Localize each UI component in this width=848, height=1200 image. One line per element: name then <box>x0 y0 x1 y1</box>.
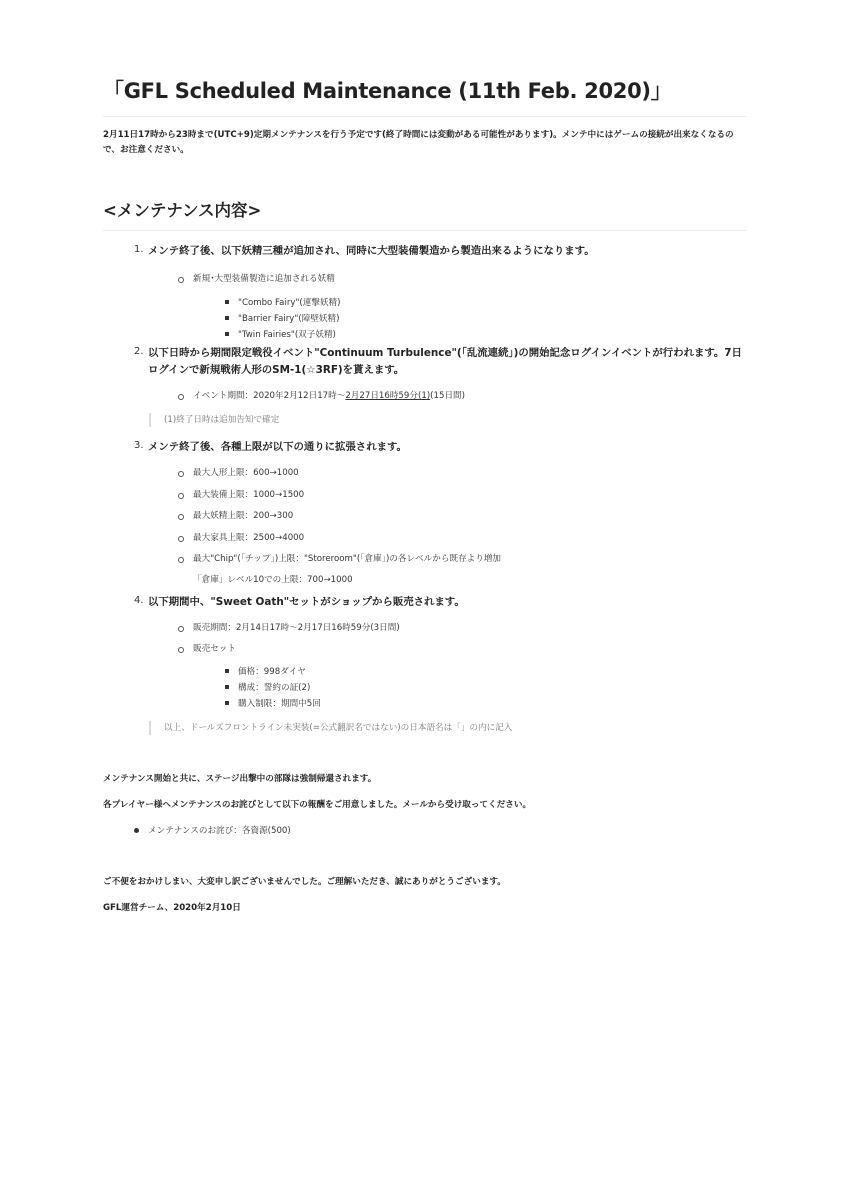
circle-bullet-icon <box>178 626 184 632</box>
square-bullet-icon <box>225 316 229 320</box>
list-item <box>103 243 746 260</box>
square-bullet-icon <box>225 300 229 304</box>
list-item-text: メンテ終了後、以下妖精三種が追加され、同時に大型装備製造から製造出来るようになります。 <box>148 245 595 257</box>
subsub-item: 価格：998ダイヤ <box>103 664 746 680</box>
circle-bullet-icon <box>178 647 184 653</box>
list-number: 2. <box>134 346 144 357</box>
storeroom-limit: 「倉庫」レベル10での上限：700→1000 <box>193 575 353 585</box>
sub-list <box>103 466 746 567</box>
sub-item: 最大人形上限：600→1000 <box>103 466 746 481</box>
signature: GFL運営チーム、2020年2月10日 <box>103 903 241 913</box>
circle-bullet-icon <box>178 557 184 563</box>
square-bullet-icon <box>225 685 229 689</box>
square-bullet-icon <box>225 332 229 336</box>
announcement-page <box>103 74 746 915</box>
sub-item: イベント期間：2020年2月12日17時～2月27日16時59分(1)(15日間) <box>103 389 746 404</box>
list-number: 4. <box>134 595 144 606</box>
square-bullet-icon <box>225 669 229 673</box>
intro-paragraph: 2月11日17時から23時まで(UTC+9)定期メンテナンスを行う予定です(終了時間には変動がある可能性があります)。メンテ中にはゲームの接続が出来なくなるので、お注意ください。 <box>103 130 734 155</box>
apology-text: ご不便をおかけしまい、大変申し訳ございませんでした。ご理解いただき、誠にありがとうございます。 <box>103 877 506 887</box>
naming-note-quote: 以上、ドールズフロントライン未実装(=公式翻訳名ではない)の日本語名は「」の内に記入 <box>149 721 746 735</box>
circle-bullet-icon <box>178 277 184 283</box>
circle-bullet-icon <box>178 471 184 477</box>
sub-item: 最大妖精上限：200→300 <box>103 509 746 524</box>
list-item <box>103 345 746 379</box>
list-number: 1. <box>134 244 144 255</box>
list-item-text: 以下期間中、"Sweet Oath"セットがショップから販売されます。 <box>148 596 465 608</box>
subsub-list <box>103 295 746 343</box>
subsub-item: 購入制限：期間中5回 <box>103 696 746 712</box>
return-notice: メンテナンス開始と共に、ステージ出撃中の部隊は強制帰還されます。 <box>103 774 377 784</box>
sub-list <box>103 272 746 287</box>
bullet-icon <box>134 828 139 833</box>
square-bullet-icon <box>225 701 229 705</box>
subsub-item: "Barrier Fairy"(障壁妖精) <box>103 311 746 327</box>
sub-item: 新規･大型装備製造に追加される妖精 <box>103 272 746 287</box>
circle-bullet-icon <box>178 394 184 400</box>
subsub-item: "Combo Fairy"(連撃妖精) <box>103 295 746 311</box>
end-date-link[interactable]: 2月27日16時59分(1) <box>345 391 431 401</box>
reward-item: メンテナンスのお詫び：各資源(500) <box>103 824 746 838</box>
reward-notice: 各プレイヤー様へメンテナンスのお詫びとして以下の報酬をご用意しました。メールから受け取ってください。 <box>103 800 532 810</box>
list-item <box>103 439 746 456</box>
sub-item: 販売セット <box>103 642 746 657</box>
list-item-text: メンテ終了後、各種上限が以下の通りに拡張されます。 <box>148 441 407 453</box>
subsub-list <box>103 664 746 712</box>
list-item <box>103 594 746 611</box>
subsub-item: "Twin Fairies"(双子妖精) <box>103 327 746 343</box>
sub-list <box>103 621 746 657</box>
sub-item: 最大家具上限：2500→4000 <box>103 531 746 546</box>
maintenance-list <box>103 243 746 735</box>
subsub-item: 構成：誓約の証(2) <box>103 680 746 696</box>
page-title: 「GFL Scheduled Maintenance (11th Feb. 2020)」 <box>103 74 746 117</box>
circle-bullet-icon <box>178 493 184 499</box>
footnote-quote: (1)終了日時は追加告知で確定 <box>149 413 746 427</box>
circle-bullet-icon <box>178 514 184 520</box>
sub-item: 最大装備上限：1000→1500 <box>103 488 746 503</box>
circle-bullet-icon <box>178 536 184 542</box>
sub-item: 最大"Chip"(「チップ」)上限："Storeroom"(「倉庫」)の各レベルから既存より増加 <box>103 552 746 567</box>
sub-item: 販売期間：2月14日17時～2月17日16時59分(3日間) <box>103 621 746 636</box>
sub-list <box>103 389 746 404</box>
list-number: 3. <box>134 440 144 451</box>
list-item-text: 以下日時から期間限定戦役イベント"Continuum Turbulence"(「乱流連続」)の開始記念ログインイベントが行われます。7日ログインで新規戦術人形のSM-1(☆3RF)を貰えます。 <box>148 347 742 376</box>
section-heading: <メンテナンス内容> <box>103 198 746 231</box>
